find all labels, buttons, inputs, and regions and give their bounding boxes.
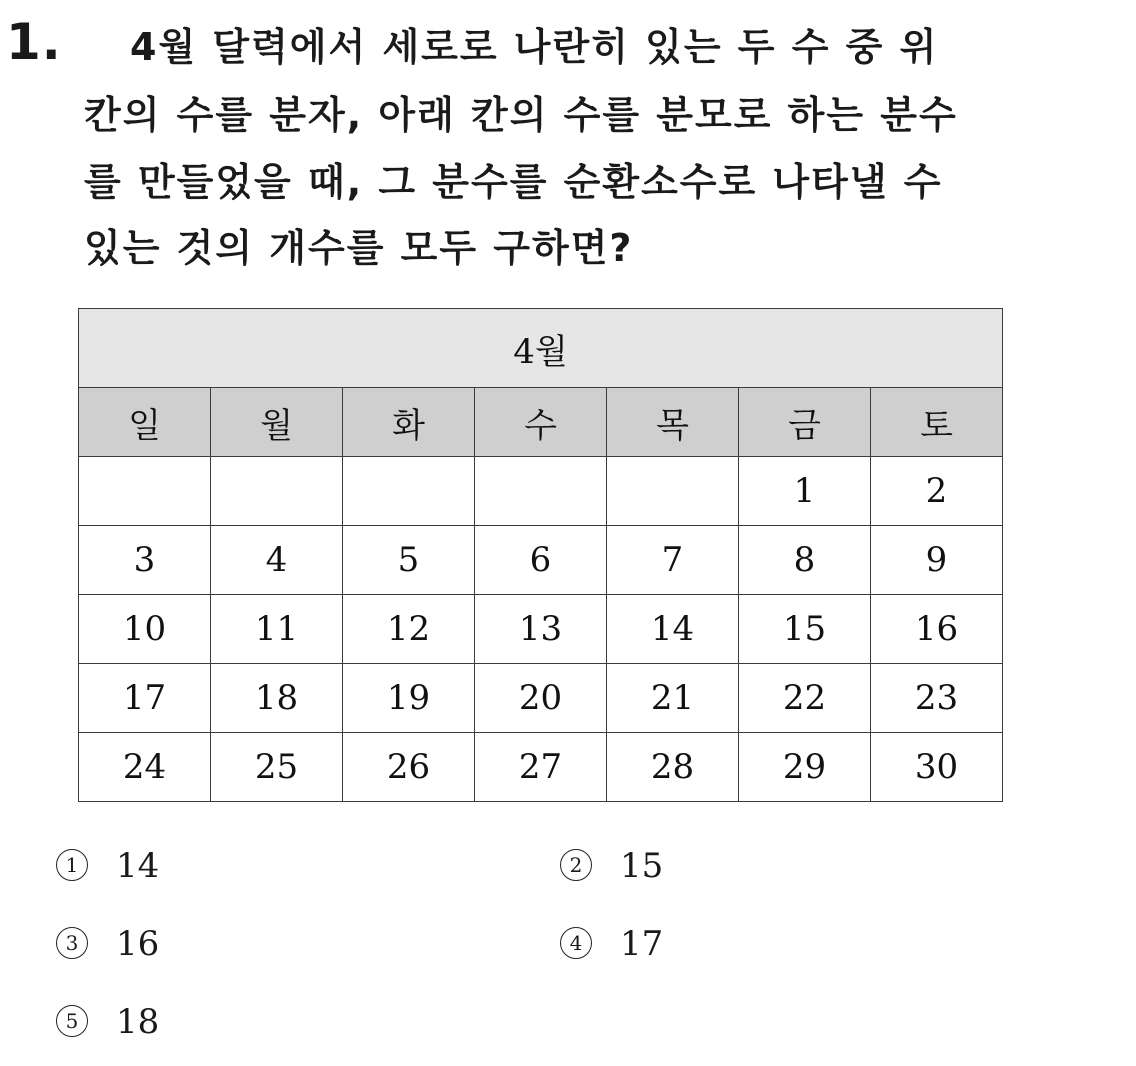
calendar-week-3 [79,595,1003,664]
choice-2[interactable] [560,846,663,886]
calendar-day-cell: 12 [343,595,475,664]
calendar-weekday-row [79,388,1003,457]
calendar-day-cell: 14 [607,595,739,664]
calendar-day-cell: 2 [871,457,1003,526]
calendar-day-cell: 3 [79,526,211,595]
calendar-day-cell: 24 [79,733,211,802]
calendar-day-cell: 6 [475,526,607,595]
choice-value: 18 [116,1002,160,1042]
weekday-wed: 수 [475,388,607,457]
calendar-day-cell: 16 [871,595,1003,664]
calendar-day-cell: 30 [871,733,1003,802]
calendar-day-cell: 13 [475,595,607,664]
choice-number-icon: 3 [56,927,88,959]
choice-value: 16 [116,924,160,964]
weekday-sat: 토 [871,388,1003,457]
calendar-day-cell [607,457,739,526]
calendar-day-cell: 1 [739,457,871,526]
weekday-sun: 일 [79,388,211,457]
calendar-day-cell: 18 [211,664,343,733]
choice-number-icon: 2 [560,849,592,881]
calendar-day-cell [211,457,343,526]
question-number: 1. [6,13,62,71]
choice-1[interactable] [56,846,159,886]
calendar-day-cell: 29 [739,733,871,802]
calendar-day-cell: 17 [79,664,211,733]
calendar-day-cell: 7 [607,526,739,595]
answer-choices [56,846,856,1046]
calendar-day-cell: 5 [343,526,475,595]
choice-value: 17 [620,924,664,964]
calendar-day-cell: 10 [79,595,211,664]
calendar-day-cell: 25 [211,733,343,802]
weekday-mon: 월 [211,388,343,457]
choice-3[interactable] [56,924,159,964]
calendar-week-5 [79,733,1003,802]
choice-value: 14 [116,846,160,886]
weekday-fri: 금 [739,388,871,457]
calendar-day-cell [343,457,475,526]
calendar-month-row [79,309,1003,388]
weekday-thu: 목 [607,388,739,457]
calendar-day-cell: 4 [211,526,343,595]
calendar-day-cell: 8 [739,526,871,595]
calendar-day-cell: 26 [343,733,475,802]
choice-4[interactable] [560,924,663,964]
calendar-day-cell: 28 [607,733,739,802]
calendar-day-cell: 23 [871,664,1003,733]
calendar-day-cell [79,457,211,526]
question-line-3: 를 만들었을 때, 그 분수를 순환소수로 나타낼 수 [84,160,943,204]
calendar-day-cell: 21 [607,664,739,733]
choice-value: 15 [620,846,664,886]
calendar-day-cell: 22 [739,664,871,733]
choice-5[interactable] [56,1002,159,1042]
calendar-week-1 [79,457,1003,526]
calendar-month-title: 4월 [79,309,1003,388]
calendar-day-cell: 11 [211,595,343,664]
calendar-day-cell [475,457,607,526]
question-line-1: 4월 달력에서 세로로 나란히 있는 두 수 중 위 [130,25,939,69]
calendar-day-cell: 9 [871,526,1003,595]
question-line-2: 칸의 수를 분자, 아래 칸의 수를 분모로 하는 분수 [84,93,958,137]
question-line-4: 있는 것의 개수를 모두 구하면? [84,226,634,270]
choice-number-icon: 5 [56,1005,88,1037]
calendar-day-cell: 15 [739,595,871,664]
calendar-week-2 [79,526,1003,595]
calendar-day-cell: 19 [343,664,475,733]
calendar-day-cell: 20 [475,664,607,733]
april-calendar [78,308,1003,802]
calendar-week-4 [79,664,1003,733]
choice-number-icon: 1 [56,849,88,881]
calendar-day-cell: 27 [475,733,607,802]
choice-number-icon: 4 [560,927,592,959]
weekday-tue: 화 [343,388,475,457]
